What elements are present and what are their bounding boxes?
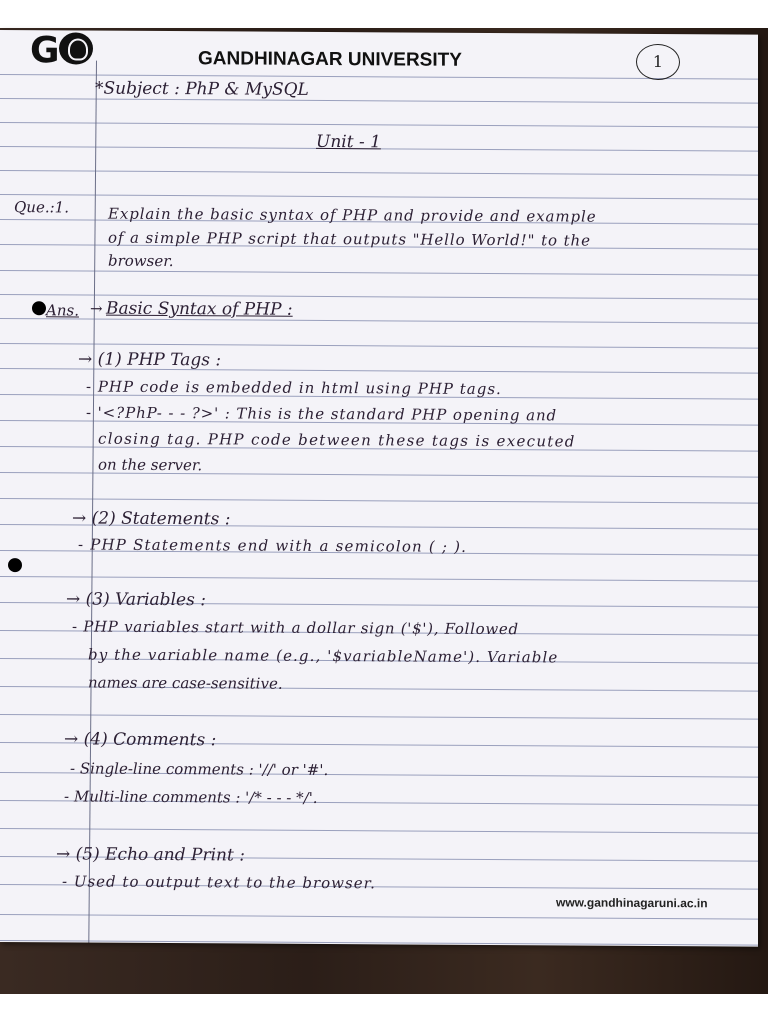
logo-emblem-icon	[59, 32, 93, 64]
section-4-line-1: - Single-line comments : '//' or '#'.	[70, 759, 329, 780]
answer-arrow: →	[90, 299, 103, 318]
website-url: www.gandhinagaruni.ac.in	[556, 895, 708, 911]
section-4-line-2: - Multi-line comments : '/* - - - */'.	[64, 787, 318, 807]
question-line-3: browser.	[108, 251, 174, 271]
section-1-line-1: - PHP code is embedded in html using PHP tags.	[86, 377, 502, 399]
section-3-line-1: - PHP variables start with a dollar sign ('$'), Followed	[72, 617, 519, 639]
section-3-line-2: by the variable name (e.g., '$variableName'). Variable	[88, 645, 559, 667]
ruled-line	[0, 270, 758, 276]
bullet-dot-icon	[32, 301, 46, 315]
subject-label: *Subject : PhP & MySQL	[95, 78, 309, 100]
notebook-page	[0, 30, 758, 947]
section-1-heading: → (1) PHP Tags :	[78, 349, 222, 371]
section-1-line-3: closing tag. PHP code between these tags is executed	[98, 429, 576, 451]
question-line-2: of a simple PHP script that outputs "Hello World!" to the	[108, 228, 591, 250]
university-logo: G	[30, 30, 106, 66]
ruled-line	[0, 318, 758, 324]
answer-title: Basic Syntax of PHP :	[106, 298, 293, 320]
ruled-line	[0, 98, 758, 104]
page-number: 1	[636, 44, 680, 80]
ruled-line	[0, 170, 758, 176]
ruled-line	[0, 194, 758, 200]
ruled-line	[0, 343, 758, 349]
answer-label: Ans.	[46, 301, 79, 320]
ruled-line	[0, 828, 758, 834]
section-4-heading: → (4) Comments :	[64, 729, 217, 751]
ruled-line	[0, 714, 758, 720]
question-label: Que.:1.	[14, 198, 69, 217]
section-1-line-2: - '<?PhP- - - ?>' : This is the standard PHP opening and	[86, 403, 558, 425]
university-name: GANDHINAGAR UNIVERSITY	[198, 48, 462, 71]
section-5-heading: → (5) Echo and Print :	[56, 844, 245, 866]
ruled-line	[0, 498, 758, 504]
section-5-line-1: - Used to output text to the browser.	[62, 872, 376, 893]
section-1-line-4: on the server.	[98, 455, 203, 475]
margin-line	[88, 61, 97, 943]
ruled-line	[0, 576, 758, 582]
ruled-line	[0, 122, 758, 128]
section-2-line-1: - PHP Statements end with a semicolon ( ; ).	[78, 535, 468, 556]
section-3-heading: → (3) Variables :	[66, 589, 206, 611]
bullet-dot-icon	[8, 558, 22, 572]
ruled-line	[0, 914, 758, 920]
section-2-heading: → (2) Statements :	[72, 508, 231, 530]
section-3-line-3: names are case-sensitive.	[88, 673, 283, 693]
question-line-1: Explain the basic syntax of PHP and provide and example	[108, 204, 597, 226]
unit-label: Unit - 1	[316, 131, 381, 153]
